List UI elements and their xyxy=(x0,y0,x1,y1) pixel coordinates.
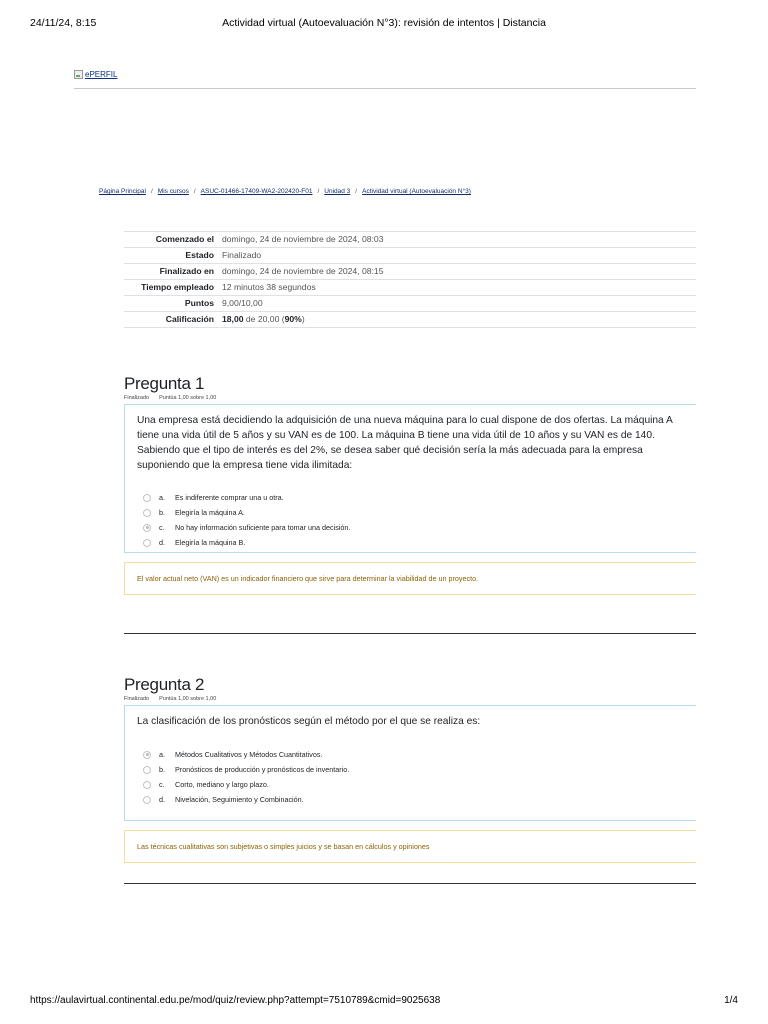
question-content xyxy=(124,404,696,553)
question-text: La clasificación de los pronósticos según el método por el que se realiza es: xyxy=(137,716,481,727)
option-text: Elegiría la máquina B. xyxy=(175,538,246,547)
breadcrumb-separator: / xyxy=(150,188,153,195)
answer-option-c[interactable] xyxy=(137,777,696,792)
question-feedback xyxy=(124,830,696,863)
option-letter: c. xyxy=(159,780,165,789)
summary-row-time xyxy=(124,280,696,296)
summary-value: domingo, 24 de noviembre de 2024, 08:15 xyxy=(218,264,696,280)
feedback-text: El valor actual neto (VAN) es un indicador financiero que sirve para determinar la viabilidad de un proyecto. xyxy=(137,574,479,583)
breadcrumb-item-my-courses[interactable]: Mis cursos xyxy=(157,188,189,195)
radio-button[interactable] xyxy=(143,781,151,789)
question-text: Una empresa está decidiendo la adquisición de una nueva máquina para lo cual dispone de dos ofertas. La máquina A tiene una vida útil de 5 años y su VAN es de 100. La máquina B tiene una vida útil de 10 años y su VAN es de 140. Sabiendo que el tipo de interés es del 2%, se desea saber qué decisión sería la más adecuada para la empresa suponiendo que la empresa tiene vida ilimitada: xyxy=(137,415,673,471)
summary-value: domingo, 24 de noviembre de 2024, 08:03 xyxy=(218,232,696,248)
option-text: Pronósticos de producción y pronósticos de inventario. xyxy=(175,765,350,774)
answer-option-a[interactable] xyxy=(137,747,696,762)
feedback-text: Las técnicas cualitativas son subjetivas o simples juicios y se basan en cálculos y opiniones xyxy=(137,842,430,851)
breadcrumb-item-home[interactable]: Página Principal xyxy=(99,188,146,195)
print-url: https://aulavirtual.continental.edu.pe/mod/quiz/review.php?attempt=7510789&cmid=9025638 xyxy=(30,995,441,1006)
question-2 xyxy=(124,675,696,863)
radio-button-selected[interactable] xyxy=(143,751,151,759)
radio-button[interactable] xyxy=(143,766,151,774)
option-letter: d. xyxy=(159,538,165,547)
question-score: Puntúa 1,00 sobre 1,00 xyxy=(159,395,217,401)
question-title: Pregunta 1 xyxy=(124,374,205,393)
question-content xyxy=(124,705,696,821)
option-text: Elegiría la máquina A. xyxy=(175,508,245,517)
broken-image-icon xyxy=(74,70,83,79)
logo-bar xyxy=(74,70,696,89)
option-letter: a. xyxy=(159,493,165,502)
summary-value xyxy=(218,312,696,328)
print-header xyxy=(0,17,768,31)
logo-alt-text: ePERFIL xyxy=(85,70,118,79)
summary-row-state xyxy=(124,248,696,264)
answer-option-b[interactable] xyxy=(137,505,696,520)
summary-label: Tiempo empleado xyxy=(124,280,218,296)
answer-option-d[interactable] xyxy=(137,792,696,807)
breadcrumb-separator: / xyxy=(193,188,196,195)
breadcrumb-item-unit[interactable]: Unidad 3 xyxy=(324,188,351,195)
radio-button[interactable] xyxy=(143,539,151,547)
option-letter: c. xyxy=(159,523,165,532)
summary-row-finished xyxy=(124,264,696,280)
grade-end: ) xyxy=(301,314,305,324)
radio-button[interactable] xyxy=(143,796,151,804)
option-letter: d. xyxy=(159,795,165,804)
summary-label: Finalizado en xyxy=(124,264,218,280)
grade-percent: 90% xyxy=(284,314,302,324)
summary-label: Estado xyxy=(124,248,218,264)
summary-value: Finalizado xyxy=(218,248,696,264)
answer-option-c[interactable] xyxy=(137,520,696,535)
breadcrumb xyxy=(99,188,471,195)
question-status: Finalizado xyxy=(124,395,150,401)
answer-option-b[interactable] xyxy=(137,762,696,777)
grade-middle: de 20,00 ( xyxy=(245,314,285,324)
grade-score: 18,00 xyxy=(222,314,244,324)
option-letter: b. xyxy=(159,508,165,517)
option-letter: a. xyxy=(159,750,165,759)
print-datetime: 24/11/24, 8:15 xyxy=(30,17,97,29)
option-text: Corto, mediano y largo plazo. xyxy=(175,780,269,789)
radio-button-selected[interactable] xyxy=(143,524,151,532)
summary-row-points xyxy=(124,296,696,312)
answer-options xyxy=(137,490,696,550)
radio-button[interactable] xyxy=(143,494,151,502)
option-letter: b. xyxy=(159,765,165,774)
answer-options xyxy=(137,747,696,807)
question-feedback xyxy=(124,562,696,595)
question-title: Pregunta 2 xyxy=(124,675,205,694)
summary-label: Comenzado el xyxy=(124,232,218,248)
question-info xyxy=(124,696,696,702)
radio-button[interactable] xyxy=(143,509,151,517)
summary-value: 9,00/10,00 xyxy=(218,296,696,312)
summary-label: Calificación xyxy=(124,312,218,328)
breadcrumb-item-course[interactable]: ASUC-01466-17409-WA2-202420-F01 xyxy=(200,188,313,195)
question-1 xyxy=(124,374,696,595)
print-page-title: Actividad virtual (Autoevaluación N°3): revisión de intentos | Distancia xyxy=(222,17,546,29)
summary-value: 12 minutos 38 segundos xyxy=(218,280,696,296)
summary-label: Puntos xyxy=(124,296,218,312)
option-text: Nivelación, Seguimiento y Combinación. xyxy=(175,795,304,804)
question-info xyxy=(124,395,696,401)
option-text: No hay información suficiente para tomar una decisión. xyxy=(175,523,351,532)
question-score: Puntúa 1,00 sobre 1,00 xyxy=(159,696,217,702)
question-divider xyxy=(124,883,696,884)
option-text: Es indiferente comprar una u otra. xyxy=(175,493,284,502)
option-text: Métodos Cualitativos y Métodos Cuantitativos. xyxy=(175,750,323,759)
breadcrumb-separator: / xyxy=(317,188,320,195)
summary-row-started xyxy=(124,232,696,248)
summary-row-grade xyxy=(124,312,696,328)
print-page-number: 1/4 xyxy=(724,995,738,1006)
breadcrumb-separator: / xyxy=(355,188,358,195)
breadcrumb-item-activity[interactable]: Actividad virtual (Autoevaluación N°3) xyxy=(362,188,471,195)
answer-option-d[interactable] xyxy=(137,535,696,550)
answer-option-a[interactable] xyxy=(137,490,696,505)
question-divider xyxy=(124,633,696,634)
attempt-summary-table xyxy=(124,231,696,328)
question-status: Finalizado xyxy=(124,696,150,702)
site-logo-link[interactable] xyxy=(74,70,696,79)
